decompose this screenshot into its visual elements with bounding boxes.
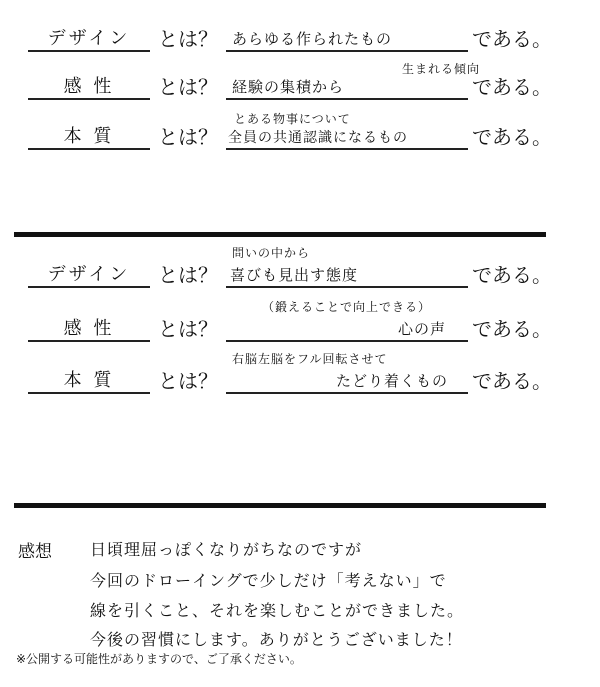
term-underline [28,50,150,52]
answer-underline [226,286,468,288]
section-divider [14,503,546,508]
dearu-label: である。 [472,125,552,149]
dearu-label: である。 [472,27,552,51]
term-underline [28,98,150,100]
term: 本 質 [63,126,115,147]
answer-underline [226,340,468,342]
term: 本 質 [63,370,115,391]
section2-row-design [0,244,600,294]
impressions-line: 今回のドローイングで少しだけ「考えない」で [90,571,447,590]
answer: 経験の集積から [232,78,345,96]
answer-underline [226,148,468,150]
section1-row-sensibility [0,56,600,106]
toha-label: とは？ [158,125,218,149]
term: デザイン [47,264,131,285]
section-divider [14,232,546,237]
dearu-label: である。 [472,75,552,99]
term-underline [28,340,150,342]
footnote: ※公開する可能性がありますので、ご了承ください。 [16,652,302,666]
answer-annotation: （鍛えることで向上できる） [262,300,432,314]
term-underline [28,392,150,394]
term: デザイン [47,28,131,49]
section2-row-essence [0,350,600,400]
dearu-label: である。 [472,263,552,287]
dearu-label: である。 [472,369,552,393]
impressions-line: 今後の習慣にします。ありがとうございました！ [90,630,463,649]
impressions-line: 日頃理屈っぽくなりがちなのですが [90,540,363,559]
answer-annotation: 右脳左脳をフル回転させて [232,352,388,366]
toha-label: とは？ [158,75,218,99]
answer-annotation: とある物事について [234,112,351,126]
answer: 喜びも見出す態度 [230,266,359,284]
answer: 心の声 [398,320,447,338]
term: 感 性 [63,76,115,97]
toha-label: とは？ [158,263,218,287]
section1-row-essence [0,106,600,156]
answer-underline [226,392,468,394]
answer-underline [226,50,468,52]
term: 感 性 [63,318,115,339]
impressions-line: 線を引くこと、それを楽しむことができました。 [90,601,465,620]
term-underline [28,148,150,150]
toha-label: とは？ [158,317,218,341]
answer-underline [226,98,468,100]
answer: あらゆる作られたもの [232,30,393,48]
answer: たどり着くもの [336,372,449,390]
section2-row-sensibility [0,298,600,348]
toha-label: とは？ [158,369,218,393]
section1-row-design [0,8,600,58]
answer-annotation: 生まれる傾向 [402,62,481,76]
toha-label: とは？ [158,27,218,51]
impressions-label: 感想 [18,542,52,562]
dearu-label: である。 [472,317,552,341]
term-underline [28,286,150,288]
answer: 全員の共通認識になるもの [228,130,408,146]
answer-annotation: 問いの中から [232,246,311,260]
